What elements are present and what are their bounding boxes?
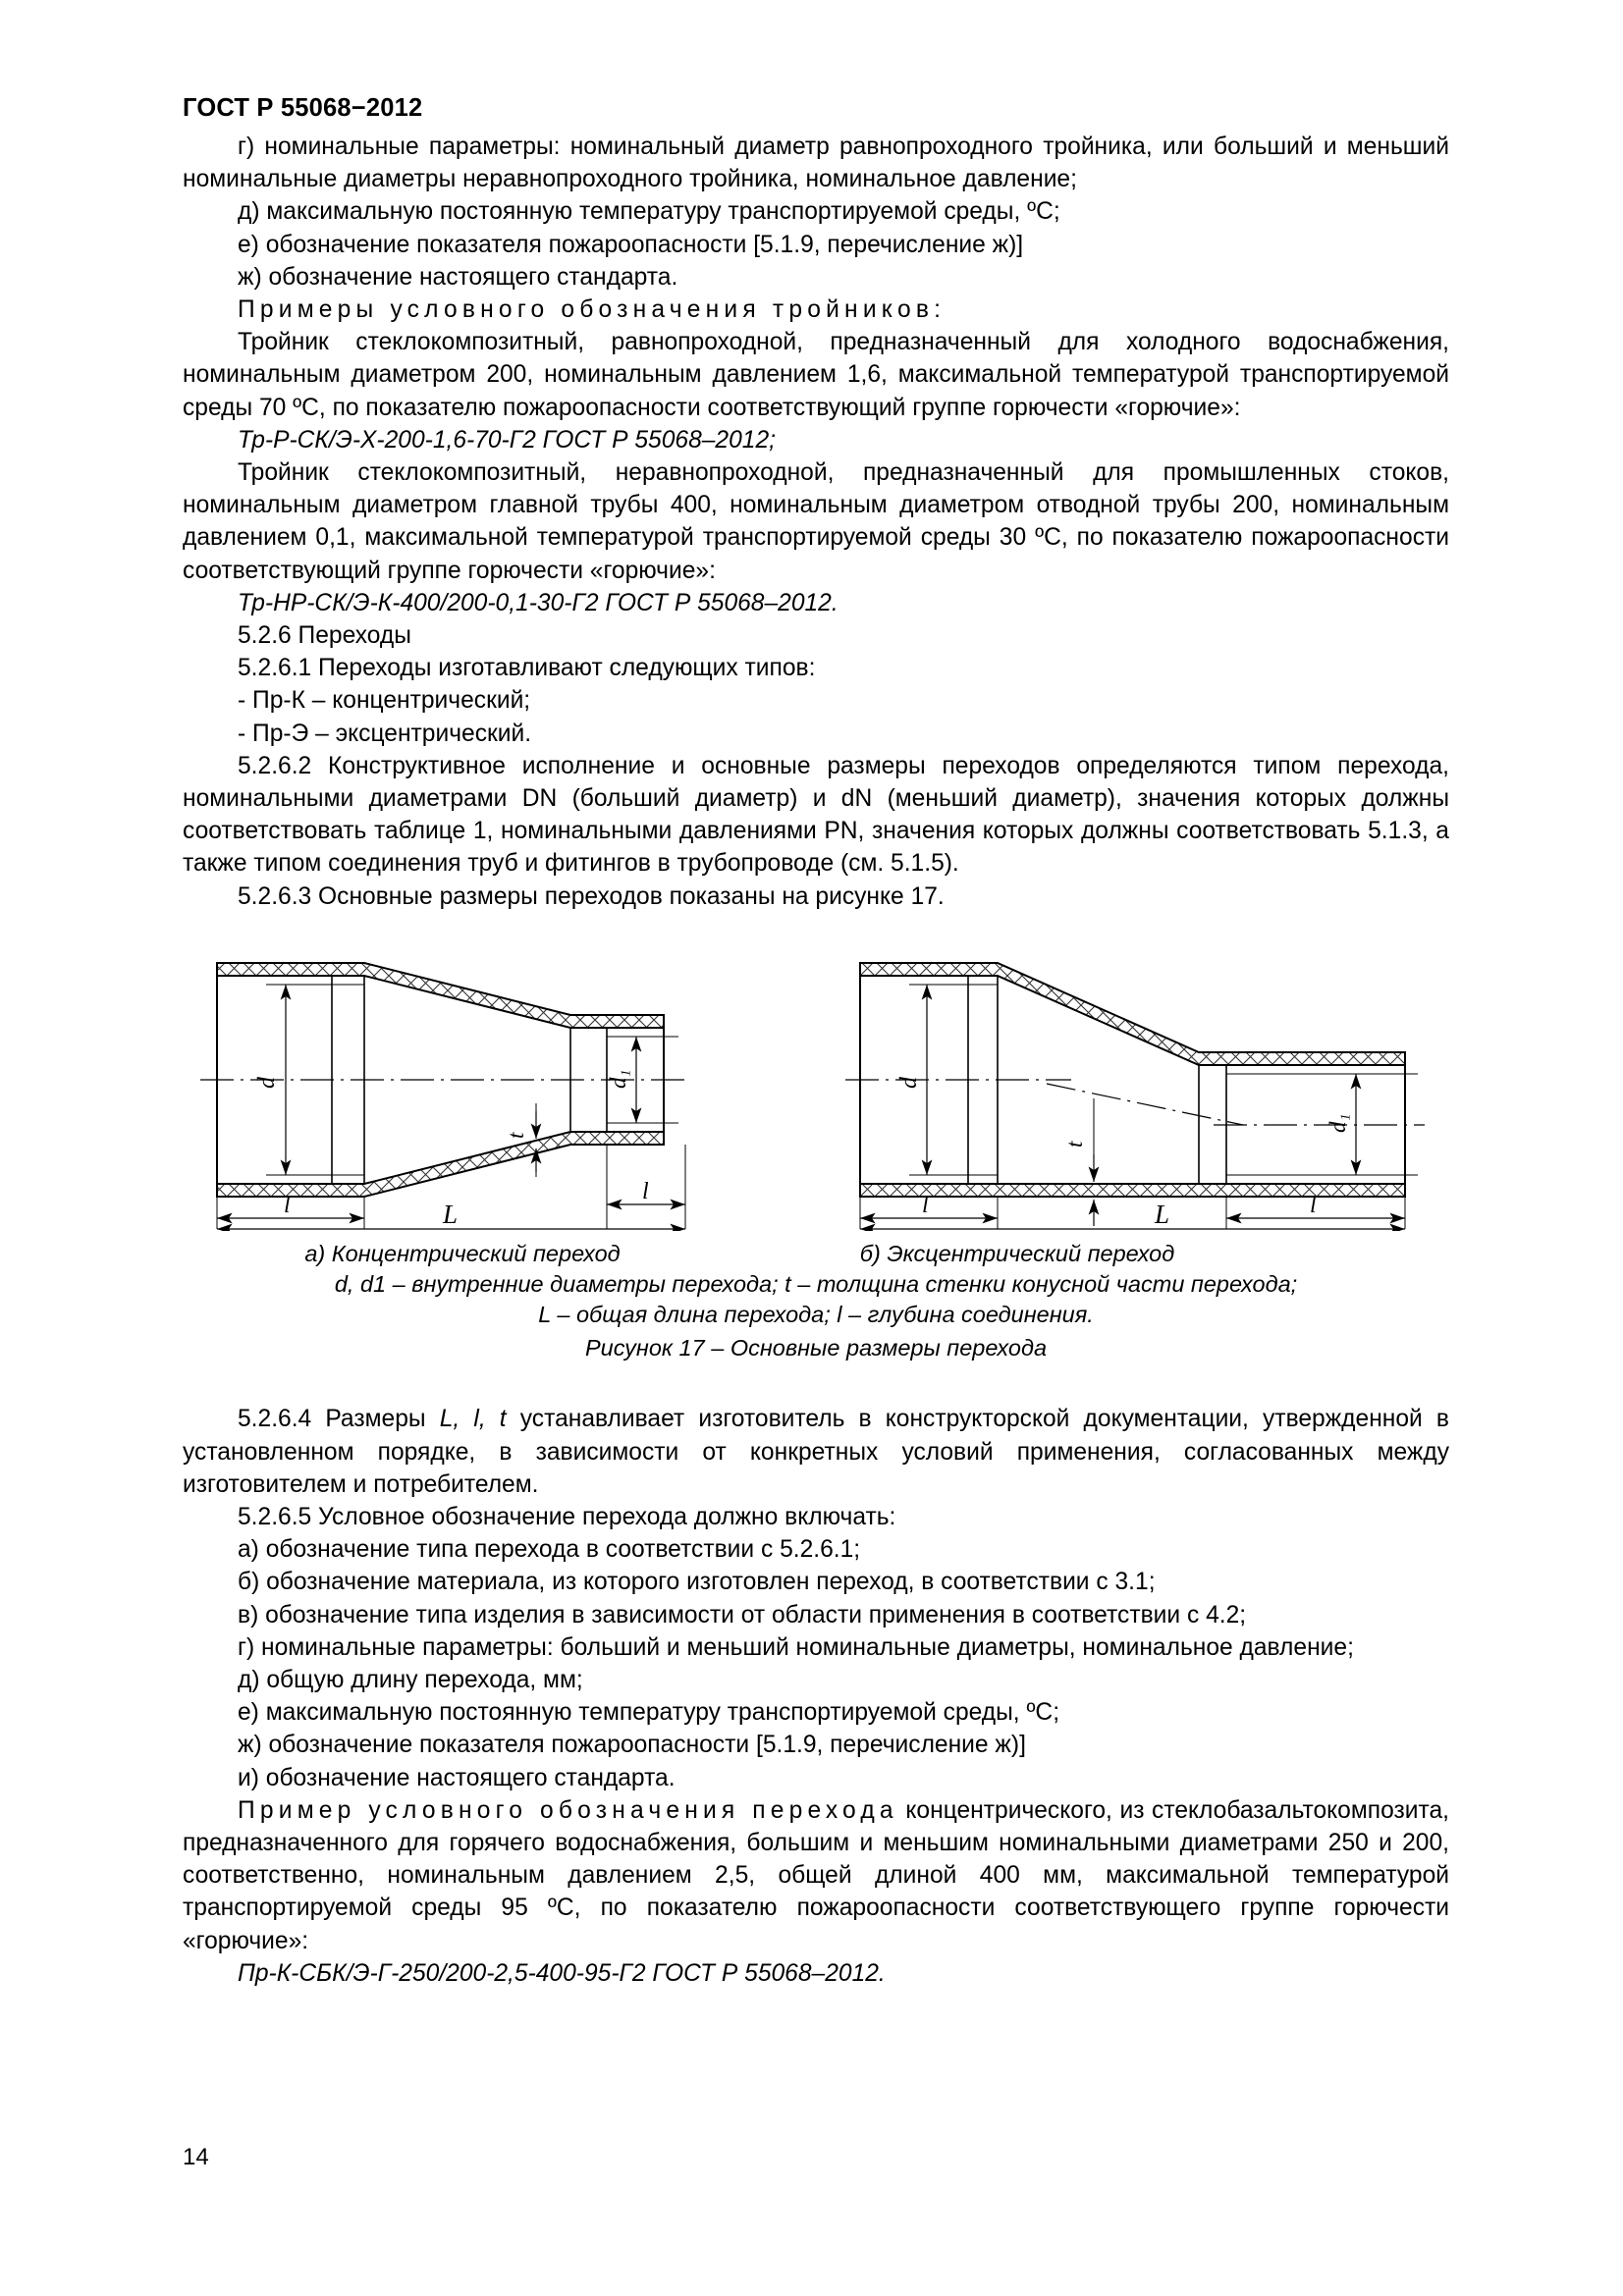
wall-top-concentric (217, 963, 664, 1028)
list-item-v-transition: в) обозначение типа изделия в зависимости от области применения в соответствии с 4.2; (238, 1601, 1247, 1629)
figure-drawings (183, 946, 1449, 1231)
clause-5-2-6: 5.2.6 Переходы (238, 622, 411, 650)
list-item-pr-k: - Пр-К – концентрический; (238, 687, 531, 715)
clause-5-2-6-3: 5.2.6.3 Основные размеры переходов показаны на рисунке 17. (238, 882, 945, 910)
list-item-e-transition: е) максимальную постоянную температуру транспортируемой среды, ºС; (238, 1699, 1060, 1727)
standard-header: ГОСТ Р 55068−2012 (183, 94, 423, 122)
clause-5-2-6-5: 5.2.6.5 Условное обозначение перехода должно включать: (238, 1503, 896, 1530)
figure-subcaptions-row (183, 1239, 1449, 1269)
figure-caption-b: б) Эксцентрический переход (859, 1240, 1175, 1266)
wall-top-eccentric (860, 963, 1405, 1065)
figure-17 (183, 946, 1449, 1364)
example-transition-heading: Пример условного обозначения перехода (238, 1796, 898, 1824)
dim-label-d-concentric: d (254, 1076, 280, 1089)
paragraph-item-e-tee: е) обозначение показателя пожароопасности [5.1.9, перечисление ж)] (238, 231, 1024, 258)
list-item-pr-e: - Пр-Э – эксцентрический. (238, 720, 532, 747)
clause-5-2-6-4-symbols: L, l, t (439, 1406, 507, 1433)
figure-legend-line-1: d, d1 – внутренние диаметры перехода; t – толщина стенки конусной части перехода; (334, 1270, 1298, 1297)
list-item-zh-transition: ж) обозначение показателя пожароопасности [5.1.9, перечисление ж)] (238, 1732, 1026, 1759)
figure-number-caption: Рисунок 17 – Основные размеры перехода (584, 1334, 1048, 1361)
designation-transition: Пр-К-СБК/Э-Г-250/200-2,5-400-95-Г2 ГОСТ Р 55068–2012. (238, 1959, 886, 1987)
dim-label-l-left-eccentric: l (922, 1192, 929, 1218)
list-item-g-transition: г) номинальные параметры: больший и меньший номинальные диаметры, номинальное давление; (238, 1633, 1354, 1661)
dim-label-d1-eccentric: d₁ (1325, 1113, 1350, 1133)
concentric-transition-drawing (200, 963, 685, 1229)
clause-5-2-6-4 (183, 1403, 1449, 1501)
clause-5-2-6-2: 5.2.6.2 Конструктивное исполнение и основные размеры переходов определяются типом перехода, номинальными диаметрами DN (больший диаметр) и dN (меньший диаметр), значения которых должны соответствовать таблице 1, номинальными давлениями PN, значения которых должны соответствовать 5.1.3, а также типом соединения труб и фитингов в трубопроводе (см. 5.1.5). (183, 752, 1449, 878)
list-item-b-transition: б) обозначение материала, из которого изготовлен переход, в соответствии с 3.1; (238, 1569, 1156, 1596)
wall-bottom-concentric (217, 1132, 664, 1197)
dim-label-t-eccentric: t (1062, 1141, 1087, 1148)
figure-legend-line-2: L – общая длина перехода; l – глубина соединения. (538, 1302, 1094, 1328)
clause-5-2-6-4-prefix: 5.2.6.4 Размеры (238, 1406, 440, 1433)
eccentric-transition-drawing (845, 963, 1425, 1229)
transition-drawings-svg (183, 946, 1449, 1231)
list-item-i-transition: и) обозначение настоящего стандарта. (238, 1764, 676, 1791)
paragraph-item-zh-tee: ж) обозначение настоящего стандарта. (238, 263, 678, 291)
dim-label-l-right-concentric: l (642, 1178, 649, 1204)
paragraph-example-tee-1: Тройник стеклокомпозитный, равнопроходной, предназначенный для холодного водоснабжения, номинальным диаметром 200, номинальным давлением 1,6, максимальной температурой транспортируемой среды 70 ºС, по показателю пожароопасности соответствующий группе горючести «горючие»: (183, 329, 1449, 421)
paragraph-item-d-tee: д) максимальную постоянную температуру транспортируемой среды, ºС; (238, 198, 1060, 226)
dim-label-d-eccentric: d (896, 1076, 922, 1089)
centerline-transition-eccentric (1047, 1084, 1243, 1125)
heading-examples-tee: Примеры условного обозначения тройников: (238, 296, 947, 324)
dim-label-l-right-eccentric: l (1310, 1192, 1317, 1218)
page-number: 14 (183, 2144, 209, 2170)
dim-label-L-concentric: L (443, 1199, 459, 1229)
paragraph-item-g-tee: г) номинальные параметры: номинальный диаметр равнопроходного тройника, или больший и меньший номинальные диаметры неравнопроходного тройника, номинальное давление; (183, 133, 1449, 193)
dim-label-t-concentric: t (504, 1132, 528, 1139)
figure-spacer (183, 1363, 1449, 1403)
clause-5-2-6-1: 5.2.6.1 Переходы изготавливают следующих типов: (238, 655, 816, 682)
dim-label-d1-concentric: d₁ (606, 1069, 630, 1089)
figure-caption-a: а) Концентрический переход (304, 1240, 621, 1266)
dim-label-l-left-concentric: l (284, 1192, 291, 1218)
example-transition-paragraph (183, 1794, 1449, 1957)
list-item-d-transition: д) общую длину перехода, мм; (238, 1667, 583, 1693)
clause-5-2-6-4-suffix: устанавливает изготовитель в конструкторской документации, утвержденной в установленном порядке, в зависимости от конкретных условий применения, согласованных между изготовителем и потребителем. (183, 1406, 1449, 1498)
list-item-a-transition: а) обозначение типа перехода в соответствии с 5.2.6.1; (238, 1536, 861, 1564)
wall-bottom-eccentric (860, 1184, 1405, 1197)
designation-tee-2: Тр-НР-СК/Э-К-400/200-0,1-30-Г2 ГОСТ Р 55068–2012. (238, 589, 839, 616)
designation-tee-1: Тр-Р-СК/Э-Х-200-1,6-70-Г2 ГОСТ Р 55068–2012; (238, 426, 776, 454)
page-content (183, 94, 1449, 1990)
paragraph-example-tee-2: Тройник стеклокомпозитный, неравнопроходной, предназначенный для промышленных стоков, номинальным диаметром главной трубы 400, номинальным диаметром отводной трубы 200, номинальным давлением 0,1, максимальной температурой транспортируемой среды 30 ºС, по показателю пожароопасности соответствующий группе горючести «горючие»: (183, 459, 1449, 584)
example-transition-text: концентрического, из стеклобазальтокомпозита, предназначенного для горячего водоснабжения, большим и меньшим номинальными диаметрами 250 и 200, соответственно, номинальным давлением 2,5, общей длиной 400 мм, максимальной температурой транспортируемой среды 95 ºС, по показателю пожароопасности соответствующего группе горючести «горючие»: (183, 1796, 1449, 1954)
figure-captions (183, 1239, 1449, 1364)
dim-label-L-eccentric: L (1155, 1199, 1170, 1229)
